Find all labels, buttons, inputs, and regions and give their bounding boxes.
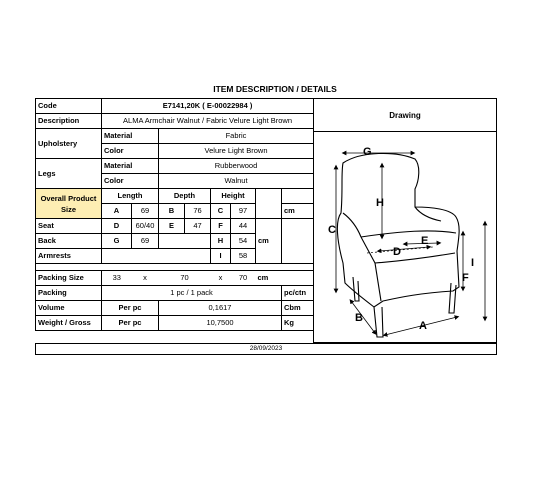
- upholstery-material-value: Fabric: [159, 129, 314, 144]
- packing-size-row: [36, 271, 314, 286]
- seat-label: Seat: [36, 219, 102, 234]
- dimension-labels: [328, 146, 474, 332]
- weight-label: Weight / Gross: [36, 316, 102, 331]
- packing-row: [36, 286, 314, 301]
- volume-unit: Cbm: [282, 301, 314, 316]
- upholstery-material-label: Material: [102, 129, 159, 144]
- overall-size-label: Overall Product Size: [36, 189, 102, 219]
- drawing-label-h: H: [376, 197, 384, 209]
- packing-label: Packing: [36, 286, 102, 301]
- packing-unit: pc/ctn: [282, 286, 314, 301]
- dim-d-value: 60/40: [132, 219, 159, 234]
- legs-label: Legs: [36, 159, 102, 189]
- sheet-title: ITEM DESCRIPTION / DETAILS: [213, 84, 337, 94]
- drawing-label-d: D: [393, 246, 401, 258]
- packing-size-label: Packing Size: [36, 271, 102, 286]
- dim-h-label: H: [211, 234, 231, 249]
- legs-material-row: [36, 159, 314, 174]
- dim-g-value: 69: [132, 234, 159, 249]
- spec-table: [35, 98, 314, 331]
- dim-i-label: I: [211, 249, 231, 264]
- legs-color-label: Color: [102, 174, 159, 189]
- drawing-label-i: I: [471, 257, 475, 269]
- drawing-label-e: E: [421, 235, 429, 247]
- packing-height: 70: [231, 271, 256, 286]
- dim-b-label: B: [159, 204, 185, 219]
- code-value: E7141,20K ( E-00022984 ): [102, 99, 314, 114]
- upholstery-material-row: [36, 129, 314, 144]
- description-label: Description: [36, 114, 102, 129]
- drawing-label-g: G: [363, 146, 372, 158]
- weight-row: [36, 316, 314, 331]
- dim-c-label: C: [211, 204, 231, 219]
- height-header: Height: [211, 189, 256, 204]
- dimension-lines: [336, 153, 485, 335]
- dim-d-label: D: [102, 219, 132, 234]
- upholstery-label: Upholstery: [36, 129, 102, 159]
- seat-row: [36, 219, 314, 234]
- upholstery-color-label: Color: [102, 144, 159, 159]
- legs-material-label: Material: [102, 159, 159, 174]
- drawing-label-c: C: [328, 224, 336, 236]
- overall-unit: cm: [282, 204, 314, 219]
- volume-per: Per pc: [102, 301, 159, 316]
- packing-x1: x: [132, 271, 159, 286]
- dim-i-value: 58: [231, 249, 256, 264]
- dim-e-value: 47: [185, 219, 211, 234]
- description-value: ALMA Armchair Walnut / Fabric Velure Light Brown: [102, 114, 314, 129]
- spacer: [36, 264, 314, 271]
- armrests-label: Armrests: [36, 249, 102, 264]
- spacer-row: [36, 264, 314, 271]
- dim-h-value: 54: [231, 234, 256, 249]
- dimensions-unit: cm: [256, 219, 282, 264]
- code-label: Code: [36, 99, 102, 114]
- dim-a-label: A: [102, 204, 132, 219]
- upholstery-color-value: Velure Light Brown: [159, 144, 314, 159]
- length-header: Length: [102, 189, 159, 204]
- dim-b-value: 76: [185, 204, 211, 219]
- depth-header: Depth: [159, 189, 211, 204]
- drawing-panel: [313, 98, 497, 343]
- dim-a-value: 69: [132, 204, 159, 219]
- dim-c-value: 97: [231, 204, 256, 219]
- packing-value: 1 pc / 1 pack: [102, 286, 282, 301]
- armchair-drawing: [314, 132, 496, 342]
- packing-width: 70: [159, 271, 211, 286]
- dim-e-label: E: [159, 219, 185, 234]
- drawing-title: Drawing: [314, 99, 496, 132]
- dim-f-value: 44: [231, 219, 256, 234]
- dim-g-label: G: [102, 234, 132, 249]
- legs-material-value: Rubberwood: [159, 159, 314, 174]
- empty-cell: [256, 189, 282, 219]
- dimension-header-row: [36, 189, 314, 204]
- weight-value: 10,7500: [159, 316, 282, 331]
- back-label: Back: [36, 234, 102, 249]
- drawing-label-f: F: [462, 272, 469, 284]
- empty-cell: [102, 249, 211, 264]
- weight-per: Per pc: [102, 316, 159, 331]
- packing-x2: x: [211, 271, 231, 286]
- packing-size-unit: cm: [256, 271, 314, 286]
- volume-row: [36, 301, 314, 316]
- drawing-label-b: B: [355, 312, 363, 324]
- empty-cell: [159, 234, 211, 249]
- volume-value: 0,1617: [159, 301, 282, 316]
- volume-label: Volume: [36, 301, 102, 316]
- date-footer: 28/09/2023: [35, 343, 497, 355]
- code-row: [36, 99, 314, 114]
- packing-length: 33: [102, 271, 132, 286]
- legs-color-value: Walnut: [159, 174, 314, 189]
- description-row: [36, 114, 314, 129]
- dim-f-label: F: [211, 219, 231, 234]
- drawing-label-a: A: [419, 320, 427, 332]
- weight-unit: Kg: [282, 316, 314, 331]
